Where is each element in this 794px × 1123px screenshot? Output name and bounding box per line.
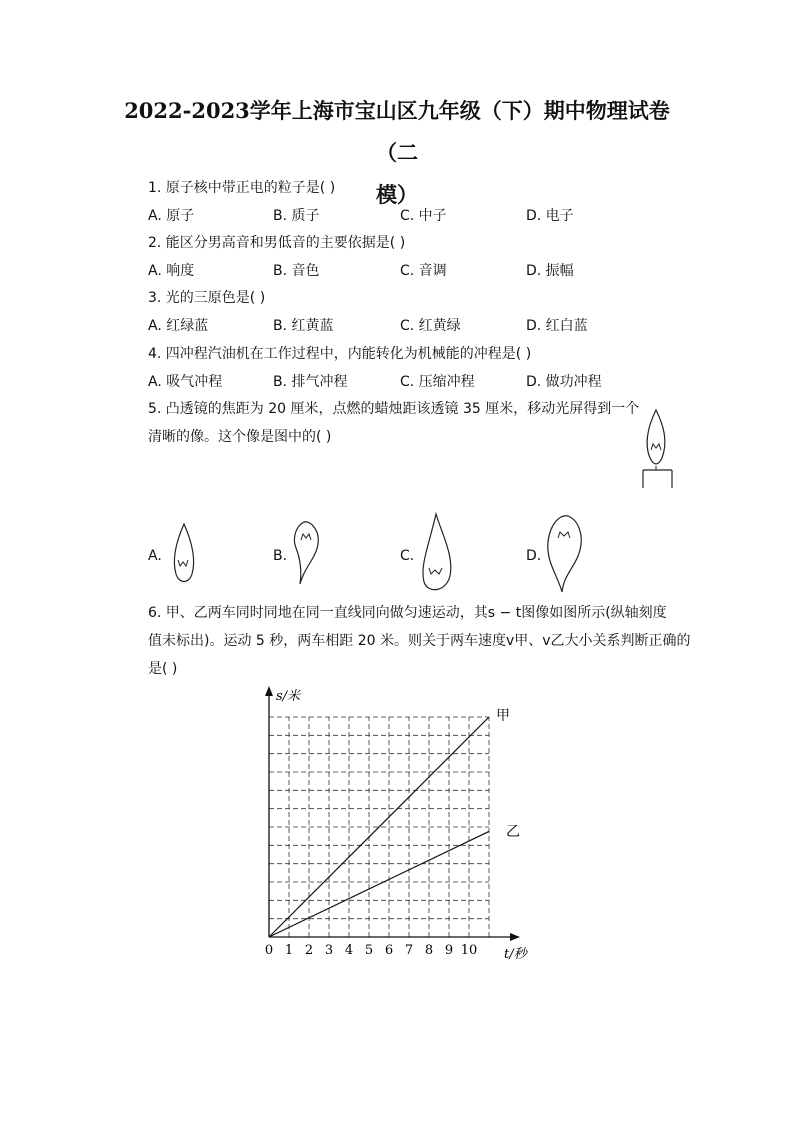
question-6-stem-line-1: 6. 甲、乙两车同时同地在同一直线同向做匀速运动，其s − t图像如图所示(纵轴刻度 [148,605,667,621]
q4-option-a: A. 吸气冲程 [148,374,223,390]
q3-option-c: C. 红黄绿 [400,318,461,334]
flame-image-c-icon [418,512,456,598]
question-5-stem-line-2: 清晰的像。这个像是图中的( ) [148,429,332,445]
candle-figure [636,408,676,490]
x-tick-label: 4 [344,943,354,958]
x-tick-label: 7 [404,943,414,958]
x-tick-label: 3 [324,943,334,958]
title-line-1: 2022-2023学年上海市宝山区九年级（下）期中物理试卷（二 [124,98,670,165]
q3-option-b: B. 红黄蓝 [273,318,334,334]
q1-option-d: D. 电子 [526,208,574,224]
x-tick-label: 1 [284,943,294,958]
q5-option-a: A. [148,548,162,564]
q2-option-b: B. 音色 [273,263,320,279]
series-jia-label: 甲 [496,708,510,724]
question-5-stem-line-1: 5. 凸透镜的焦距为 20 厘米，点燃的蜡烛距该透镜 35 厘米，移动光屏得到一个 [148,401,640,417]
q2-option-a: A. 响度 [148,263,195,279]
x-tick-label: 9 [444,943,454,958]
x-tick-label: 5 [364,943,374,958]
x-tick-label: 2 [304,943,314,958]
x-tick-label: 0 [264,943,274,958]
q5-option-b: B. [273,548,288,564]
x-axis-arrow [510,933,520,941]
flame-image-b-icon [290,518,324,588]
q3-option-d: D. 红白蓝 [526,318,588,334]
x-tick-label: 8 [424,943,434,958]
s-t-chart [250,684,550,964]
q3-option-a: A. 红绿蓝 [148,318,209,334]
y-axis-label: s/米 [276,689,301,704]
x-tick-label: 10 [460,943,478,958]
flame-image-a-icon [168,522,200,594]
series-line-yi [269,831,489,937]
q1-option-a: A. 原子 [148,208,195,224]
series-yi-label: 乙 [506,824,520,840]
x-axis-label: t/秒 [504,947,527,962]
question-6-stem-line-2: 值未标出)。运动 5 秒，两车相距 20 米。则关于两车速度v甲、v乙大小关系判断正确的 [148,633,691,649]
question-3-stem: 3. 光的三原色是( ) [148,290,266,306]
q5-option-d: D. [526,548,542,564]
title-line-2: 模） [376,182,418,207]
question-4-stem: 4. 四冲程汽油机在工作过程中，内能转化为机械能的冲程是( ) [148,346,532,362]
q1-option-b: B. 质子 [273,208,320,224]
chart-ticks [265,943,477,958]
x-tick-label: 6 [384,943,394,958]
q2-option-d: D. 振幅 [526,263,574,279]
q5-option-c: C. [400,548,415,564]
q4-option-b: B. 排气冲程 [273,374,348,390]
question-6-stem-line-3: 是( ) [148,661,178,677]
y-axis-arrow [265,686,273,696]
question-1-stem: 1. 原子核中带正电的粒子是( ) [148,180,336,196]
flame-image-d-icon [544,512,586,596]
q4-option-d: D. 做功冲程 [526,374,602,390]
q1-option-c: C. 中子 [400,208,447,224]
q4-option-c: C. 压缩冲程 [400,374,475,390]
q2-option-c: C. 音调 [400,263,447,279]
question-2-stem: 2. 能区分男高音和男低音的主要依据是( ) [148,235,406,251]
